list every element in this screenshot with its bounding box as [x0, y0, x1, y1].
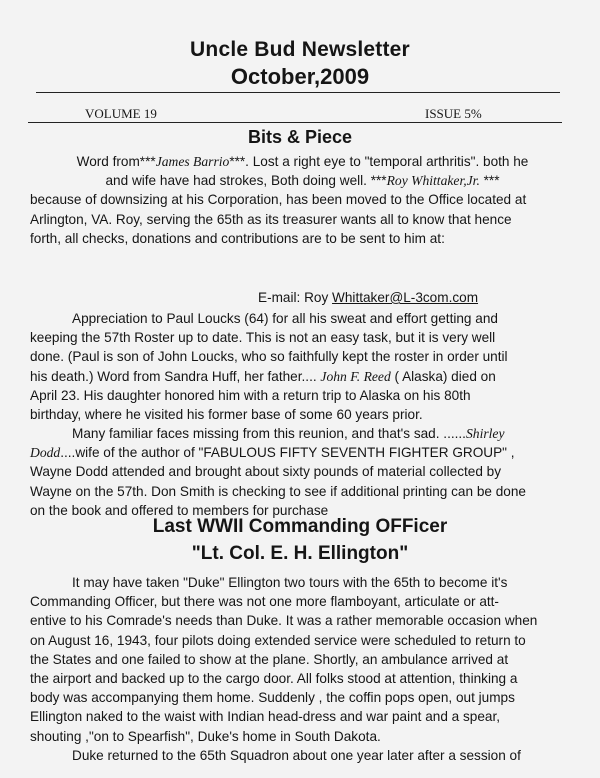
newsletter-title: Uncle Bud Newsletter	[190, 38, 410, 61]
appreciation-line-4	[30, 367, 575, 386]
person-name-dodd: Dodd	[30, 445, 61, 461]
wwii-line-10: Duke returned to the 65th Squadron about one year later after a session of	[72, 747, 521, 763]
wwii-line-7: body was accompanying them home. Suddenly , the coffin pops open, out jumps	[30, 690, 515, 706]
appreciation-text: ( Alaska) died on	[390, 368, 496, 384]
issue-label: ISSUE 5%	[425, 106, 482, 121]
wwii-heading: Last WWII Commanding OFFicer	[152, 516, 448, 537]
familiar-line-5: on the book and offered to members for purchase	[30, 502, 329, 518]
person-name-shirley: Shirley	[465, 426, 505, 441]
volume-label: VOLUME 19	[85, 106, 157, 121]
wwii-line-9: shouting ,"on to Spearfish", Duke's home in South Dakota.	[30, 728, 381, 744]
person-name-whittaker: Roy Whittaker,Jr.	[386, 173, 480, 189]
appreciation-line-1: Appreciation to Paul Loucks (64) for all his sweat and effort getting and	[72, 311, 498, 326]
familiar-line-3: Wayne Dodd attended and brought about sixty pounds of material collected by	[30, 464, 502, 480]
email-contact	[258, 290, 478, 305]
appreciation-line-6: birthday, where he visited his former base of some 60 years prior.	[30, 407, 423, 423]
familiar-line-2	[30, 443, 575, 462]
familiar-text: Many familiar faces missing from this reunion, and that's sad. ......	[72, 426, 466, 441]
wwii-paragraph	[30, 573, 575, 765]
wwii-line-3: entive to his Comrade's needs than Duke. It was a rather memorable occasion when	[30, 613, 538, 629]
wwii-subheading: "Lt. Col. E. H. Ellington"	[191, 543, 409, 564]
bits-text: Word from***	[76, 154, 156, 169]
appreciation-line-2: keeping the 57th Roster up to date. This is not an easy task, but it is very well	[30, 330, 496, 346]
wwii-line-4: on August 16, 1943, four pilots doing extended service were scheduled to return to	[30, 632, 526, 648]
bits-text: ***. Lost a right eye to "temporal arthritis". both he	[229, 154, 529, 169]
bits-heading: Bits & Piece	[247, 127, 353, 147]
email-label: E-mail: Roy	[258, 290, 333, 305]
email-address[interactable]: Whittaker@L-3com.com	[332, 290, 479, 305]
bits-line-5: forth, all checks, donations and contributions are to be sent to him at:	[30, 230, 445, 246]
familiar-line-4: Wayne on the 57th. Don Smith is checking to see if additional printing can be done	[30, 483, 526, 499]
appreciation-line-5: April 23. His daughter honored him with a return trip to Alaska on his 80th	[30, 387, 471, 403]
bits-paragraph	[30, 152, 575, 248]
bits-line-3: because of downsizing at his Corporation, has been moved to the Office located at	[30, 192, 527, 208]
appreciation-text: his death.) Word from Sandra Huff, her father....	[30, 368, 321, 384]
bits-line-2	[30, 171, 575, 190]
newsletter-date: October,2009	[230, 64, 370, 89]
wwii-line-5: the States and one failed to show at the plane. Shortly, an ambulance arrived at	[30, 651, 509, 667]
appreciation-line-3: done. (Paul is son of John Loucks, who so faithfully kept the roster in order until	[30, 349, 508, 365]
wwii-line-2: Commanding Officer, but there was not one more flamboyant, articulate or att-	[30, 594, 499, 610]
appreciation-paragraph	[30, 309, 575, 424]
person-name-barrio: James Barrio	[155, 154, 230, 169]
bits-text: and wife have had strokes, Both doing well. ***	[105, 173, 387, 189]
wwii-line-8: Ellington naked to the waist with Indian head-dress and war paint and a spear,	[30, 709, 501, 725]
bits-line-4: Arlington, VA. Roy, serving the 65th as its treasurer wants all to know that hence	[30, 211, 512, 227]
wwii-line-1: It may have taken "Duke" Ellington two tours with the 65th to become it's	[72, 575, 508, 590]
bits-text: ***	[479, 173, 500, 189]
familiar-text: ....wife of the author of "FABULOUS FIFTY SEVENTH FIGHTER GROUP" ,	[60, 445, 515, 461]
person-name-reed: John F. Reed	[320, 368, 391, 384]
familiar-line-1	[30, 424, 575, 443]
bits-line-1	[30, 152, 575, 171]
familiar-paragraph	[30, 424, 575, 520]
wwii-line-6: the airport and backed up to the cargo door. All folks stood at attention, thinking a	[30, 671, 518, 687]
